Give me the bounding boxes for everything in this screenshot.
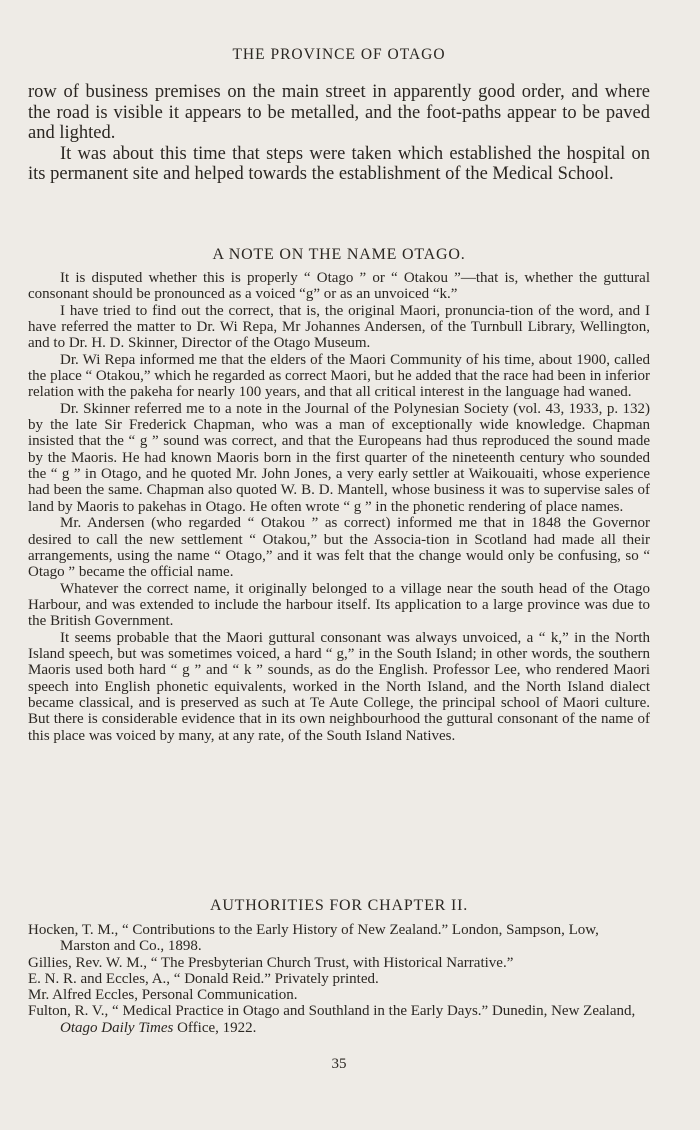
note-title: A NOTE ON THE NAME OTAGO. bbox=[212, 246, 466, 263]
note-paragraph: Dr. Skinner referred me to a note in the Journal of the Polynesian Society (vol. 43, 1933, p. 132) by the late Sir Frederick Chapman, who was a man of exceptionally wide knowledge. Chapman insisted that the “ g ” sound was correct, and that the Europeans had thus reproduced the sound made by the Maoris. He had known Maoris born in the first quarter of the nineteenth century who sounded the “ g ” in Otago, and he quoted Mr. John Jones, a very early settler at Waikouaiti, whose experience had been the same. Chapman also quoted W. B. D. Mantell, whose business it was to supervise sales of land by Maoris to pakehas in Otago. He often wrote “ g ” in the phonetic rendering of place names. bbox=[28, 400, 650, 515]
intro-paragraph-1: row of business premises on the main street in apparently good order, and where the road is visible it appears to be metalled, and the foot-paths appear to be paved and lighted. bbox=[28, 82, 650, 143]
running-head: THE PROVINCE OF OTAGO bbox=[232, 46, 446, 63]
intro-text bbox=[28, 82, 650, 185]
note-paragraph: I have tried to find out the correct, that is, the original Maori, pronuncia-tion of the word, and I have referred the matter to Dr. Wi Repa, Mr Johannes Andersen, of the Turnbull Library, Wellington, and to Dr. H. D. Skinner, Director of the Otago Museum. bbox=[28, 302, 650, 352]
note-paragraph: Whatever the correct name, it originally belonged to a village near the south head of the Otago Harbour, and was extended to include the harbour itself. Its application to a large province was due to the British Government. bbox=[28, 580, 650, 630]
reference-text: Fulton, R. V., “ Medical Practice in Otago and Southland in the Early Days.” Dunedin, New Zealand, bbox=[28, 1003, 636, 1020]
authorities-title: AUTHORITIES FOR CHAPTER II. bbox=[209, 897, 469, 914]
note-body bbox=[28, 270, 650, 744]
book-page bbox=[28, 0, 650, 1130]
note-paragraph: It is disputed whether this is properly “ Otago ” or “ Otakou ”—that is, whether the guttural consonant should be pronounced as a voiced “g” or as an unvoiced “k.” bbox=[28, 270, 650, 303]
note-paragraph: Dr. Wi Repa informed me that the elders of the Maori Community of his time, about 1900, called the place “ Otakou,” which he regarded as correct Maori, but he added that the race had been in inferior relation with the pakeha for nearly 100 years, and that all critical interest in the language had waned. bbox=[28, 351, 650, 401]
authorities-list bbox=[28, 922, 650, 1036]
reference-entry: Hocken, T. M., “ Contributions to the Early History of New Zealand.” London, Sampson, Low, Marston and Co., 1898. bbox=[28, 922, 599, 955]
reference-text-after: Office, 1922. bbox=[177, 1019, 257, 1036]
reference-entry bbox=[28, 1003, 650, 1036]
note-paragraph: It seems probable that the Maori guttural consonant was always unvoiced, a “ k,” in the North Island speech, but was sometimes voiced, a hard “ g,” in the South Island; in other words, the southern Maoris used both hard “ g ” and “ k ” sounds, as do the English. Professor Lee, who rendered Maori speech into English phonetic equivalents, worked in the North Island, and the North Island dialect became classical, and is preserved as such at Te Aute College, the principal school of Maori culture. But there is considerable evidence that in its own neighbourhood the guttural consonant of the name of this place was voiced by many, at any rate, of the South Island Natives. bbox=[28, 629, 650, 744]
reference-title-italic: Otago Daily Times bbox=[60, 1019, 174, 1036]
page-number: 35 bbox=[331, 1056, 347, 1072]
reference-entry: Mr. Alfred Eccles, Personal Communication. bbox=[28, 987, 298, 1004]
reference-entry: Gillies, Rev. W. M., “ The Presbyterian Church Trust, with Historical Narrative.” bbox=[28, 954, 514, 971]
reference-entry: E. N. R. and Eccles, A., “ Donald Reid.” Privately printed. bbox=[28, 970, 379, 987]
intro-paragraph-2: It was about this time that steps were taken which established the hospital on its permanent site and helped towards the establishment of the Medical School. bbox=[28, 143, 650, 184]
note-paragraph: Mr. Andersen (who regarded “ Otakou ” as correct) informed me that in 1848 the Governor desired to call the new settlement “ Otakou,” but the Associa-tion in Scotland had made all their arrangements, using the name “ Otago,” and it was felt that the change would only be confusing, so “ Otago ” became the official name. bbox=[28, 515, 650, 581]
